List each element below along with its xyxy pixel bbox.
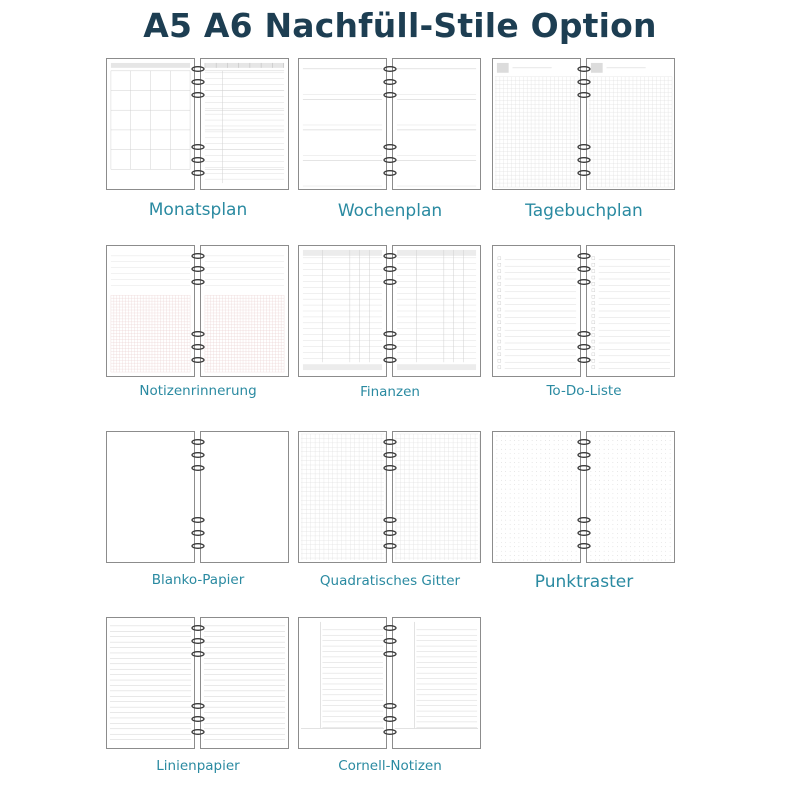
- left-page: [106, 431, 195, 563]
- todo-pattern: [587, 246, 674, 376]
- binder-ring-icon: [383, 266, 397, 272]
- right-page: [200, 58, 289, 190]
- binder-ring-icon: [383, 716, 397, 722]
- binder-ring-icon: [191, 144, 205, 150]
- style-label: Punktraster: [534, 572, 634, 592]
- style-label: Blanko-Papier: [151, 572, 245, 588]
- binder-ring-icon: [191, 279, 205, 285]
- refill-card-lined: [106, 617, 290, 751]
- right-page: [586, 58, 675, 190]
- binder-ring-icon: [577, 543, 591, 549]
- binder-ring-icon: [383, 279, 397, 285]
- binder-ring-icon: [191, 625, 205, 631]
- binder-rings: [190, 58, 206, 192]
- right-page: [200, 431, 289, 563]
- binder-ring-icon: [577, 170, 591, 176]
- binder-ring-icon: [383, 92, 397, 98]
- binder-ring-icon: [577, 530, 591, 536]
- refill-card-dot: [492, 431, 676, 565]
- binder-rings: [382, 245, 398, 379]
- grid-pattern: [393, 432, 480, 562]
- refill-card-notes: [106, 245, 290, 379]
- binder-ring-icon: [191, 66, 205, 72]
- binder-ring-icon: [383, 66, 397, 72]
- style-label: Wochenplan: [337, 201, 443, 221]
- style-label: Quadratisches Gitter: [319, 573, 461, 589]
- binder-rings: [190, 431, 206, 565]
- binder-ring-icon: [191, 452, 205, 458]
- cornell-pattern: [393, 618, 480, 748]
- refill-card-finance: [298, 245, 482, 379]
- binder-ring-icon: [191, 439, 205, 445]
- diary-pattern: [493, 59, 580, 189]
- binder-ring-icon: [191, 170, 205, 176]
- binder-rings: [576, 58, 592, 192]
- diary-pattern: [587, 59, 674, 189]
- binder-ring-icon: [191, 729, 205, 735]
- dot-pattern: [493, 432, 580, 562]
- right-page: [392, 431, 481, 563]
- left-page: [298, 58, 387, 190]
- binder-ring-icon: [383, 703, 397, 709]
- binder-ring-icon: [577, 357, 591, 363]
- lined-pattern: [107, 618, 194, 748]
- binder-rings: [576, 431, 592, 565]
- binder-rings: [382, 431, 398, 565]
- left-page: [492, 245, 581, 377]
- left-page: [492, 431, 581, 563]
- right-page: [200, 245, 289, 377]
- binder-ring-icon: [191, 465, 205, 471]
- right-page: [586, 245, 675, 377]
- binder-ring-icon: [191, 331, 205, 337]
- right-page: [392, 58, 481, 190]
- left-page: [106, 58, 195, 190]
- notes-pattern: [201, 246, 288, 376]
- style-label: To-Do-Liste: [546, 383, 622, 399]
- todo-pattern: [493, 246, 580, 376]
- binder-ring-icon: [191, 543, 205, 549]
- style-label: Cornell-Notizen: [338, 758, 442, 774]
- notes-pattern: [107, 246, 194, 376]
- right-page: [392, 245, 481, 377]
- lined-pattern: [201, 618, 288, 748]
- right-page: [200, 617, 289, 749]
- style-label: Notizenrinnerung: [139, 383, 257, 399]
- binder-ring-icon: [191, 530, 205, 536]
- calendar-pattern: [107, 59, 194, 189]
- binder-ring-icon: [577, 279, 591, 285]
- refill-card-weekly: [298, 58, 482, 192]
- binder-ring-icon: [577, 79, 591, 85]
- binder-ring-icon: [191, 79, 205, 85]
- binder-ring-icon: [577, 157, 591, 163]
- binder-ring-icon: [383, 651, 397, 657]
- refill-card-cornell: [298, 617, 482, 751]
- binder-ring-icon: [383, 157, 397, 163]
- binder-ring-icon: [577, 344, 591, 350]
- refill-card-grid: [298, 431, 482, 565]
- blank-pattern: [201, 432, 288, 562]
- binder-ring-icon: [577, 517, 591, 523]
- refill-card-calendar: [106, 58, 290, 192]
- binder-ring-icon: [577, 144, 591, 150]
- binder-ring-icon: [383, 344, 397, 350]
- binder-ring-icon: [383, 638, 397, 644]
- left-page: [106, 245, 195, 377]
- binder-ring-icon: [191, 517, 205, 523]
- binder-ring-icon: [383, 79, 397, 85]
- binder-ring-icon: [383, 331, 397, 337]
- calendar-pattern: [201, 59, 288, 189]
- binder-ring-icon: [191, 703, 205, 709]
- finance-pattern: [299, 246, 386, 376]
- binder-ring-icon: [383, 465, 397, 471]
- binder-ring-icon: [383, 517, 397, 523]
- weekly-pattern: [393, 59, 480, 189]
- binder-ring-icon: [577, 452, 591, 458]
- right-page: [586, 431, 675, 563]
- page-title: A5 A6 Nachfüll-Stile Option: [143, 6, 657, 45]
- binder-ring-icon: [577, 266, 591, 272]
- cornell-pattern: [299, 618, 386, 748]
- binder-ring-icon: [383, 625, 397, 631]
- binder-rings: [382, 617, 398, 751]
- binder-ring-icon: [191, 92, 205, 98]
- refill-card-diary: [492, 58, 676, 192]
- dot-pattern: [587, 432, 674, 562]
- binder-ring-icon: [191, 638, 205, 644]
- binder-ring-icon: [191, 157, 205, 163]
- binder-rings: [190, 245, 206, 379]
- binder-ring-icon: [577, 92, 591, 98]
- binder-ring-icon: [383, 543, 397, 549]
- weekly-pattern: [299, 59, 386, 189]
- style-label: Tagebuchplan: [525, 201, 643, 221]
- left-page: [298, 617, 387, 749]
- style-label: Monatsplan: [148, 200, 248, 220]
- binder-ring-icon: [577, 66, 591, 72]
- binder-ring-icon: [577, 253, 591, 259]
- binder-ring-icon: [383, 144, 397, 150]
- binder-rings: [190, 617, 206, 751]
- binder-ring-icon: [383, 729, 397, 735]
- binder-rings: [576, 245, 592, 379]
- finance-pattern: [393, 246, 480, 376]
- grid-pattern: [299, 432, 386, 562]
- style-label: Linienpapier: [156, 758, 240, 774]
- binder-ring-icon: [191, 266, 205, 272]
- binder-rings: [382, 58, 398, 192]
- left-page: [298, 431, 387, 563]
- left-page: [298, 245, 387, 377]
- binder-ring-icon: [191, 651, 205, 657]
- right-page: [392, 617, 481, 749]
- binder-ring-icon: [191, 357, 205, 363]
- blank-pattern: [107, 432, 194, 562]
- left-page: [106, 617, 195, 749]
- binder-ring-icon: [383, 357, 397, 363]
- binder-ring-icon: [577, 465, 591, 471]
- binder-ring-icon: [383, 253, 397, 259]
- style-label: Finanzen: [360, 384, 420, 400]
- binder-ring-icon: [191, 253, 205, 259]
- binder-ring-icon: [191, 344, 205, 350]
- binder-ring-icon: [577, 439, 591, 445]
- binder-ring-icon: [383, 530, 397, 536]
- binder-ring-icon: [383, 170, 397, 176]
- left-page: [492, 58, 581, 190]
- refill-card-todo: [492, 245, 676, 379]
- refill-card-blank: [106, 431, 290, 565]
- binder-ring-icon: [577, 331, 591, 337]
- binder-ring-icon: [383, 452, 397, 458]
- binder-ring-icon: [383, 439, 397, 445]
- binder-ring-icon: [191, 716, 205, 722]
